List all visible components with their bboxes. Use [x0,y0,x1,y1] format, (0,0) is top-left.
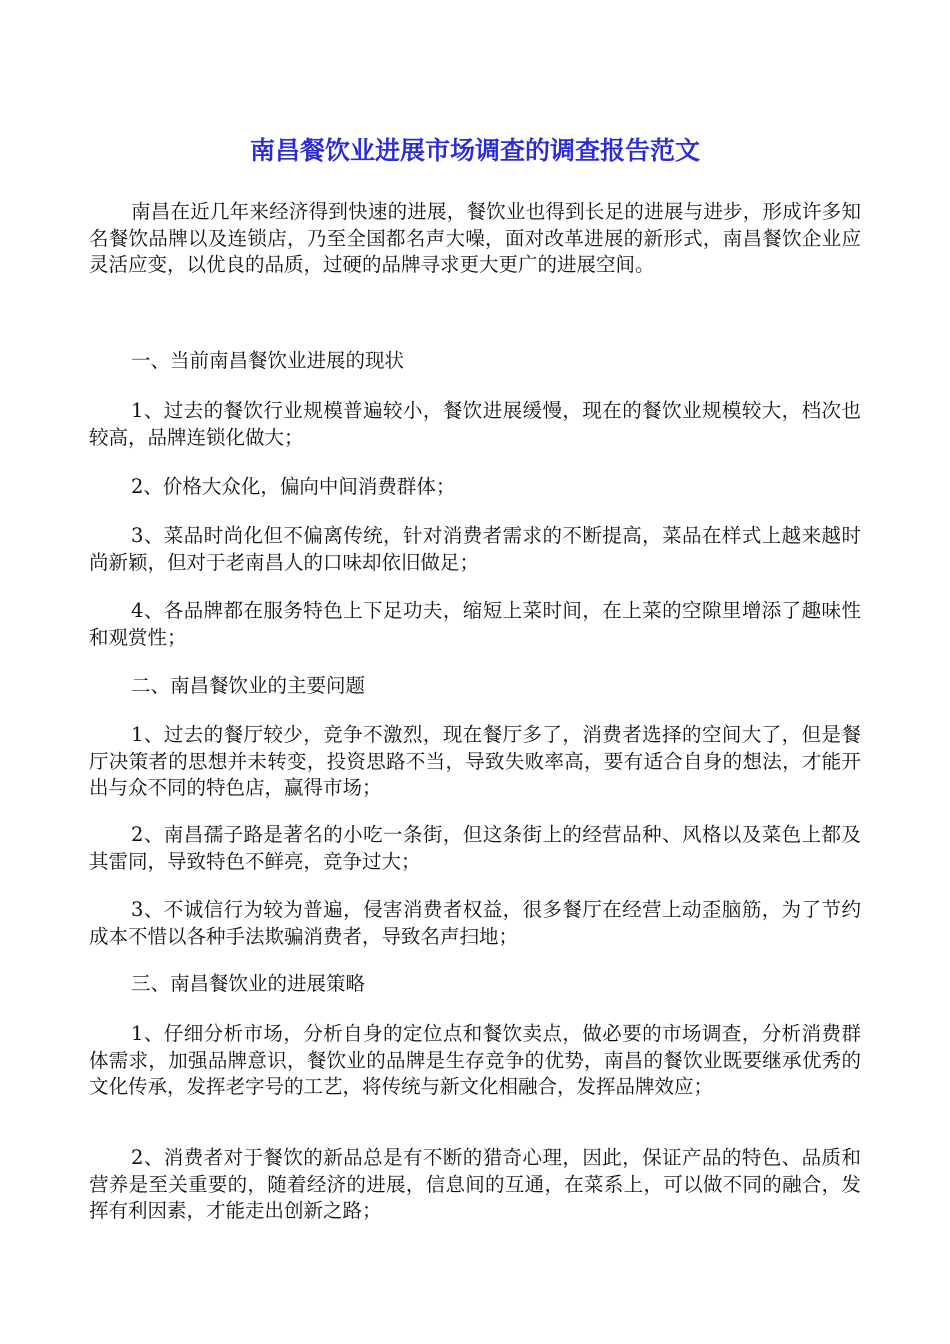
intro-paragraph: 南昌在近几年来经济得到快速的进展，餐饮业也得到长足的进展与进步，形成许多知名餐饮品牌以及连锁店，乃至全国都名声大噪，面对改革进展的新形式，南昌餐饮企业应灵活应变，以优良的品质，过硬的品牌寻求更大更广的进展空间。 [89,200,861,276]
status-item-4: 4、各品牌都在服务特色上下足功夫，缩短上菜时间，在上菜的空隙里增添了趣味性和观赏性； [89,599,861,649]
strategy-item-1: 1、仔细分析市场，分析自身的定位点和餐饮卖点，做必要的市场调查，分析消费群体需求，加强品牌意识，餐饮业的品牌是生存竞争的优势，南昌的餐饮业既要继承优秀的文化传承，发挥老字号的工艺，将传统与新文化相融合，发挥品牌效应； [89,1022,861,1098]
status-item-2: 2、价格大众化，偏向中间消费群体； [131,475,456,498]
section-heading-strategy: 三、南昌餐饮业的进展策略 [131,972,366,995]
status-item-3: 3、菜品时尚化但不偏离传统，针对消费者需求的不断提高，菜品在样式上越来越时尚新颖，但对于老南昌人的口味却依旧做足； [89,524,861,574]
problem-item-1: 1、过去的餐厅较少，竞争不激烈，现在餐厅多了，消费者选择的空间大了，但是餐厅决策者的思想并未转变，投资思路不当，导致失败率高，要有适合自身的想法，才能开出与众不同的特色店，赢得市场； [89,723,861,799]
strategy-item-2: 2、消费者对于餐饮的新品总是有不断的猎奇心理，因此，保证产品的特色、品质和营养是至关重要的，随着经济的进展，信息间的互通，在菜系上，可以做不同的融合，发挥有利因素，才能走出创新之路； [89,1146,861,1222]
status-item-1: 1、过去的餐饮行业规模普遍较小，餐饮进展缓慢，现在的餐饮业规模较大，档次也较高，品牌连锁化做大； [89,399,861,449]
section-heading-problems: 二、南昌餐饮业的主要问题 [131,674,366,697]
problem-item-2: 2、南昌孺子路是著名的小吃一条街，但这条街上的经营品种、风格以及菜色上都及其雷同，导致特色不鲜亮，竞争过大； [89,823,861,873]
problem-item-3: 3、不诚信行为较为普遍，侵害消费者权益，很多餐厅在经营上动歪脑筋，为了节约成本不惜以各种手法欺骗消费者，导致名声扫地； [89,898,861,948]
document-title: 南昌餐饮业进展市场调查的调查报告范文 [249,136,700,165]
section-heading-status: 一、当前南昌餐饮业进展的现状 [131,349,405,372]
